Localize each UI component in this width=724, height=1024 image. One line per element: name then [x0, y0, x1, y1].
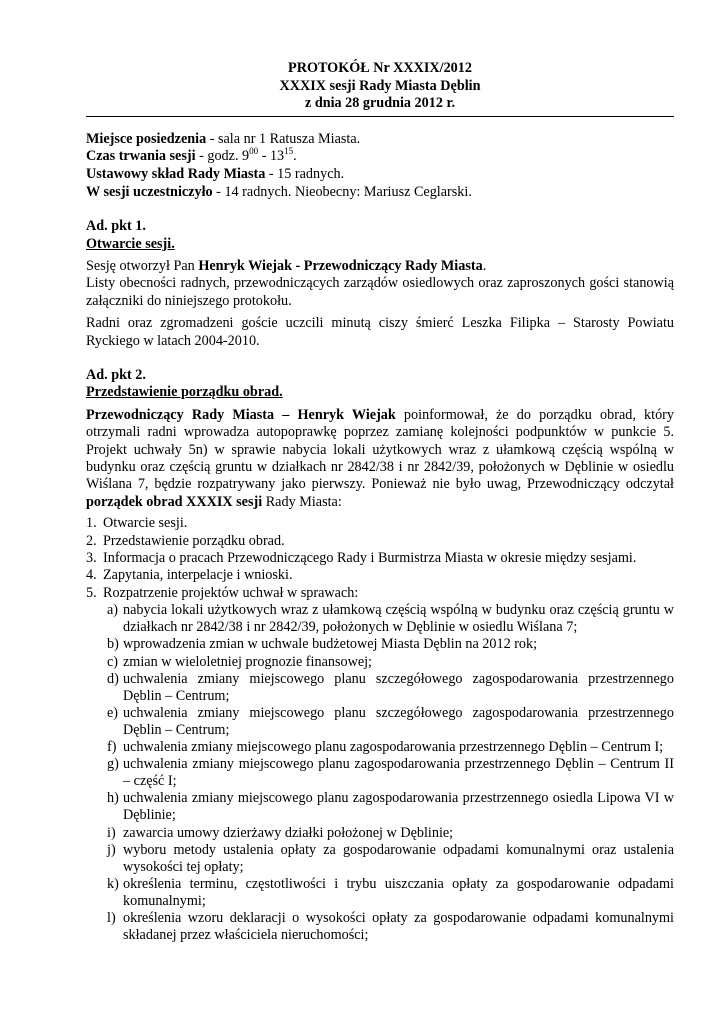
section-2-subtitle: Przedstawienie porządku obrad. [86, 384, 283, 401]
document-header [86, 60, 674, 113]
item-letter: j) [107, 841, 116, 858]
list-item [86, 825, 674, 842]
attendance-label: W sesji uczestniczyło [86, 183, 213, 200]
time-start-minutes: 00 [249, 146, 259, 157]
list-item [86, 550, 674, 567]
item-number: 3. [86, 550, 97, 567]
list-item [86, 756, 674, 790]
list-item [86, 585, 674, 602]
time-sep: - 13 [258, 148, 285, 165]
item-text: wyboru metody ustalenia opłaty za gospodarowanie odpadami komunalnymi oraz ustalenia wysokości tej opłaty; [123, 841, 674, 875]
opening-end: . [482, 257, 487, 274]
attendance-line [86, 184, 674, 202]
item-number: 1. [86, 515, 97, 532]
item-text: zawarcia umowy dzierżawy działki położonej w Dęblinie; [123, 824, 454, 841]
place-value: - sala nr 1 Ratusza Miasta. [206, 130, 361, 147]
item-text: uchwalenia zmiany miejscowego planu szczegółowego zagospodarowania przestrzennego Dęblin – Centrum; [123, 704, 674, 738]
chairman-name: Henryk Wiejak - Przewodniczący Rady Miasta [198, 257, 483, 274]
item-number: 4. [86, 567, 97, 584]
item-number: 5. [86, 584, 97, 601]
attendance-value: - 14 radnych. Nieobecny: Mariusz Ceglarski. [212, 183, 472, 200]
section-2 [86, 367, 674, 944]
list-item [86, 876, 674, 910]
agenda-heading: porządek obrad XXXIX sesji [86, 493, 263, 510]
item-text: Przedstawienie porządku obrad. [103, 532, 285, 549]
composition-line [86, 166, 674, 184]
section-1-opening [86, 258, 674, 275]
item-letter: a) [107, 602, 119, 619]
time-line [86, 148, 674, 166]
item-text: wprowadzenia zmian w uchwale budżetowej Miasta Dęblin na 2012 rok; [123, 636, 538, 653]
session-name: XXXIX sesji Rady Miasta Dęblin [279, 77, 481, 94]
section-1 [86, 218, 674, 350]
item-text: określenia terminu, częstotliwości i trybu uiszczania opłaty za gospodarowanie odpadami komunalnymi; [123, 875, 674, 909]
protocol-number: PROTOKÓŁ Nr XXXIX/2012 [288, 60, 472, 76]
agenda-list [86, 515, 674, 602]
item-text: uchwalenia zmiany miejscowego planu zagospodarowania przestrzennego Dęblin – Centrum I; [123, 739, 664, 756]
resolution-sublist [86, 602, 674, 944]
item-text: nabycia lokali użytkowych wraz z ułamkową częścią wspólną w budynku oraz częścią gruntu w działkach nr 2842/38 i nr 2842/39, położonych w Dęblinie w osiedlu Wiślana 7; [123, 602, 674, 636]
item-letter: i) [107, 824, 116, 841]
list-item [86, 602, 674, 636]
time-suffix: . [293, 148, 297, 165]
header-divider [86, 116, 674, 117]
list-item [86, 654, 674, 671]
item-letter: k) [107, 875, 119, 892]
session-date: z dnia 28 grudnia 2012 r. [304, 95, 456, 112]
session-info [86, 131, 674, 201]
item-text: Zapytania, interpelacje i wnioski. [103, 567, 293, 584]
place-line [86, 131, 674, 149]
item-text: Otwarcie sesji. [103, 515, 188, 532]
item-letter: e) [107, 704, 119, 721]
list-item [86, 790, 674, 824]
composition-label: Ustawowy skład Rady Miasta [86, 165, 266, 182]
item-letter: l) [107, 909, 116, 926]
list-item [86, 739, 674, 756]
section-2-text: poinformował, że do porządku obrad, który otrzymali radni wprowadza autopoprawkę poprzez zamianę kolejności podpunktów w punkcie 5. Projekt uchwały 5n) w sprawie nabycia lokali użytkowych wraz z ułamkową częścią wspólną w budynku oraz częścią gruntu w działkach nr 2842/38 i nr 2842/39, położonych w Dęblinie w osiedlu Wiślana 7, będzie rozpatrywany jako pierwszy. Ponieważ nie było uwag, Przewodniczący odczytał [86, 406, 674, 493]
item-text: Rozpatrzenie projektów uchwał w sprawach: [103, 584, 359, 601]
list-item [86, 910, 674, 944]
section-2-end: Rady Miasta: [262, 493, 342, 510]
item-letter: d) [107, 670, 119, 687]
list-item [86, 567, 674, 584]
composition-value: - 15 radnych. [265, 165, 345, 182]
time-prefix: - godz. 9 [195, 148, 250, 165]
speaker-name: Przewodniczący Rady Miasta – Henryk Wiejak [86, 406, 396, 423]
item-text: zmian w wieloletniej prognozie finansowej; [123, 653, 372, 670]
section-1-title: Ad. pkt 1. [86, 218, 146, 235]
item-text: uchwalenia zmiany miejscowego planu zagospodarowania przestrzennego Dęblin – Centrum II – część I; [123, 756, 674, 790]
place-label: Miejsce posiedzenia [86, 130, 207, 147]
list-item [86, 705, 674, 739]
list-item [86, 515, 674, 532]
item-text: uchwalenia zmiany miejscowego planu szczegółowego zagospodarowania przestrzennego Dęblin – Centrum; [123, 670, 674, 704]
item-number: 2. [86, 532, 97, 549]
item-letter: g) [107, 756, 119, 773]
list-item [86, 533, 674, 550]
opening-text: Sesję otworzył Pan [86, 257, 199, 274]
item-letter: f) [107, 739, 117, 756]
list-item [86, 636, 674, 653]
item-text: uchwalenia zmiany miejscowego planu zagospodarowania przestrzennego osiedla Lipowa VI w Dęblinie; [123, 790, 674, 824]
list-item [86, 842, 674, 876]
item-letter: h) [107, 790, 119, 807]
section-1-minute-silence: Radni oraz zgromadzeni goście uczcili minutą ciszy śmierć Leszka Filipka – Starosty Powiatu Ryckiego w latach 2004-2010. [86, 315, 674, 349]
section-2-paragraph [86, 407, 674, 511]
document-page [86, 60, 674, 944]
section-1-subtitle: Otwarcie sesji. [86, 235, 175, 252]
item-text: określenia wzoru deklaracji o wysokości opłaty za gospodarowanie odpadami komunalnymi składanej przez właściciela nieruchomości; [123, 909, 674, 944]
section-1-attendance-lists: Listy obecności radnych, przewodniczących zarządów osiedlowych oraz zaproszonych gości stanowią załączniki do niniejszego protokołu. [86, 275, 674, 309]
time-end-minutes: 15 [284, 146, 294, 157]
list-item [86, 671, 674, 705]
item-letter: b) [107, 636, 119, 653]
item-text: Informacja o pracach Przewodniczącego Rady i Burmistrza Miasta w okresie między sesjami. [103, 550, 637, 567]
item-letter: c) [107, 653, 119, 670]
section-2-title: Ad. pkt 2. [86, 367, 146, 383]
time-label: Czas trwania sesji [86, 148, 196, 165]
